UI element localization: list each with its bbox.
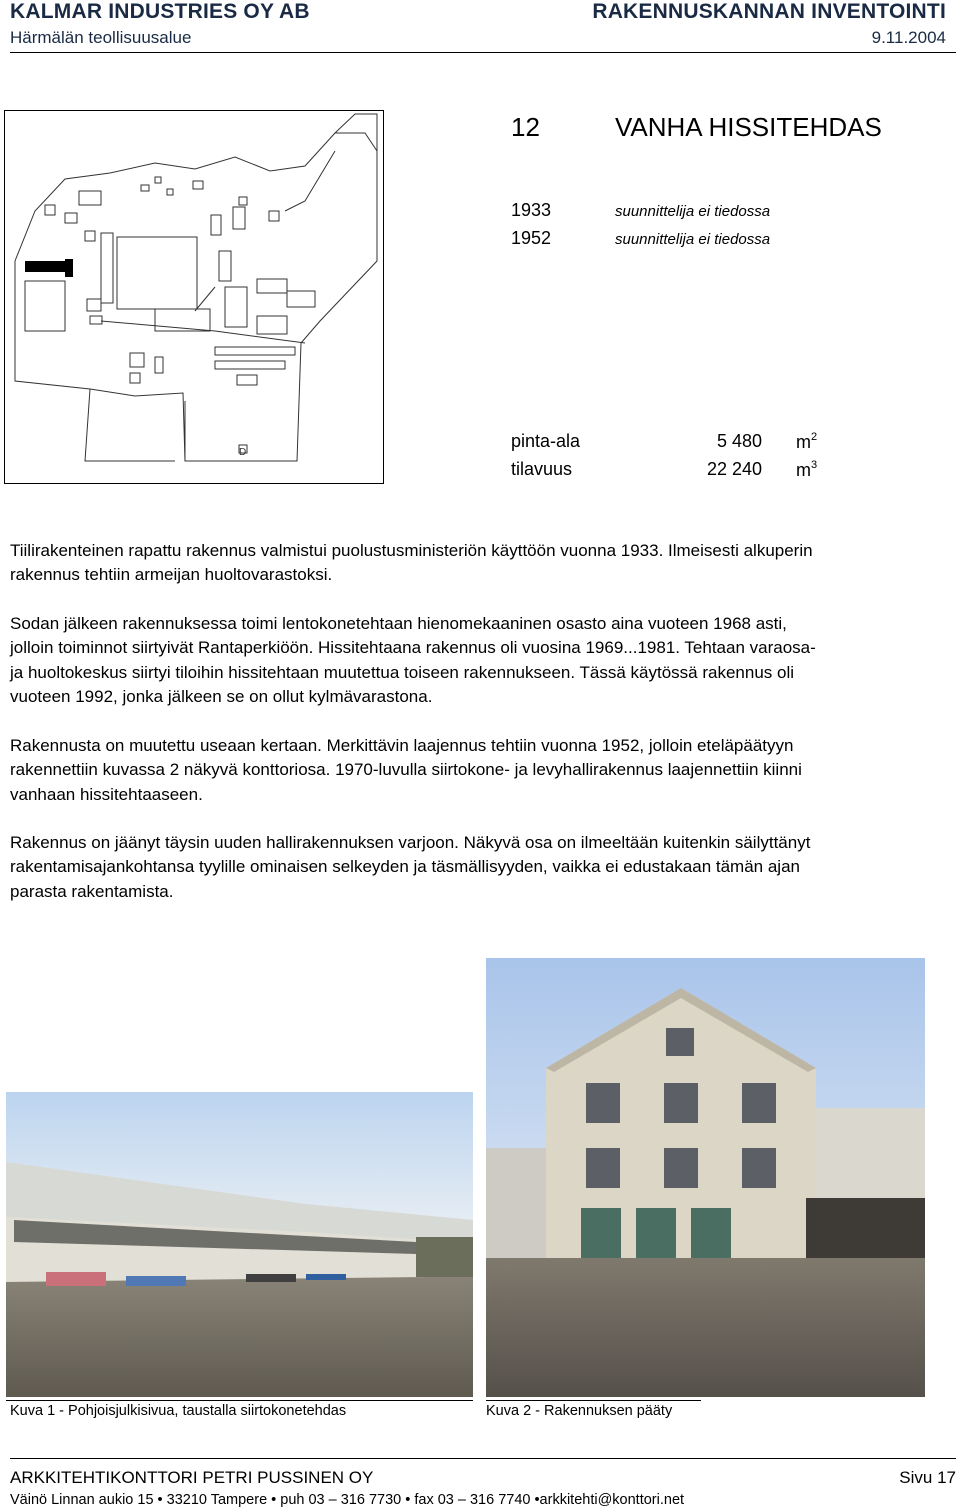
photo-north-facade [6, 1092, 473, 1397]
paragraph-2 [10, 612, 950, 710]
caption-1: Kuva 1 - Pohjoisjulkisivua, taustalla siirtokonetehdas [10, 1403, 347, 1419]
highlighted-building [25, 259, 73, 277]
text-line: Sodan jälkeen rakennuksessa toimi lentokonetehtaan hienomekaaninen osasto aina vuoteen 1968 asti, [10, 614, 787, 633]
footer-page-number: Sivu 17 [899, 1468, 956, 1487]
year-1: 1933 [511, 200, 552, 220]
text-line: rakentamisajankohtansa tyylille ominaisen selkeyden ja täsmällisyyden, vaikka ei edustakaan tämän ajan [10, 857, 800, 877]
header-document-title: RAKENNUSKANNAN INVENTOINTI [592, 0, 946, 23]
map-marker-label: D [239, 447, 247, 458]
designer-2: suunnittelija ei tiedossa [615, 231, 771, 248]
site-map [4, 110, 384, 484]
footer-office: ARKKITEHTIKONTTORI PETRI PUSSINEN OY [10, 1468, 374, 1487]
area-value: 5 480 [716, 431, 762, 451]
text-line: rakennus tehtiin armeijan huoltovarastoksi. [10, 565, 333, 585]
caption-2: Kuva 2 - Rakennuksen pääty [486, 1403, 673, 1419]
building-name: VANHA HISSITEHDAS [615, 112, 882, 142]
text-line: Rakennusta on muutettu useaan kertaan. Merkittävin laajennus tehtiin vuonna 1952, jolloin eteläpäätyyn [10, 736, 794, 755]
volume-unit: $m^3$ [796, 459, 818, 480]
caption-rule-2 [486, 1400, 701, 1401]
text-line: vuoteen 1992, jonka jälkeen se on ollut kylmävarastona. [10, 687, 433, 707]
header-company: KALMAR INDUSTRIES OY AB [10, 0, 310, 23]
text-line: Rakennus on jäänyt täysin uuden hallirakennuksen varjoon. Näkyvä osa on ilmeeltään kuitenkin säilyttänyt [10, 833, 811, 852]
photo-building-gable [486, 958, 925, 1397]
year-2: 1952 [511, 228, 552, 248]
footer-address: Väinö Linnan aukio 15 • 33210 Tampere • puh 03 – 316 7730 • fax 03 – 316 7740 •arkkitehti@konttori.net [10, 1492, 685, 1508]
building-number: 12 [511, 112, 540, 142]
text-line: parasta rakentamista. [10, 881, 174, 901]
text-line: jolloin toiminnot siirtyivät Rantaperkiöön. Hissitehtaana rakennus oli vuosina 1969...1981. Tehtaan varaosa- [10, 638, 816, 658]
designer-1: suunnittelija ei tiedossa [615, 203, 771, 220]
text-line: ja huoltokeskus siirtyi tiloihin hissitehtaan muutettua toiseen rakennukseen. Tässä käytössä rakennus oli [10, 662, 795, 682]
paragraph-4 [10, 831, 950, 904]
header-area: Härmälän teollisuusalue [10, 28, 192, 47]
text-line: rakennettiin kuvassa 2 näkyvä konttoriosa. 1970-luvulla siirtokone- ja levyhallirakennus laajennettiin kiinni [10, 760, 802, 780]
site-plan-drawing [5, 111, 383, 483]
paragraph-3 [10, 734, 950, 807]
header-rule [10, 52, 956, 53]
volume-value: 22 240 [706, 459, 762, 479]
area-label: pinta-ala [511, 431, 581, 451]
text-line: Tiilirakenteinen rapattu rakennus valmistui puolustusministeriön käyttöön vuonna 1933. Ilmeisesti alkuperin [10, 541, 813, 560]
text-line: vanhaan hissitehtaaseen. [10, 784, 203, 804]
volume-label: tilavuus [511, 459, 573, 479]
area-unit: $m^2$ [796, 431, 818, 452]
paragraph-1 [10, 539, 950, 588]
caption-rule-1 [6, 1400, 473, 1401]
footer-rule [10, 1458, 956, 1459]
header-date: 9.11.2004 [871, 28, 946, 47]
